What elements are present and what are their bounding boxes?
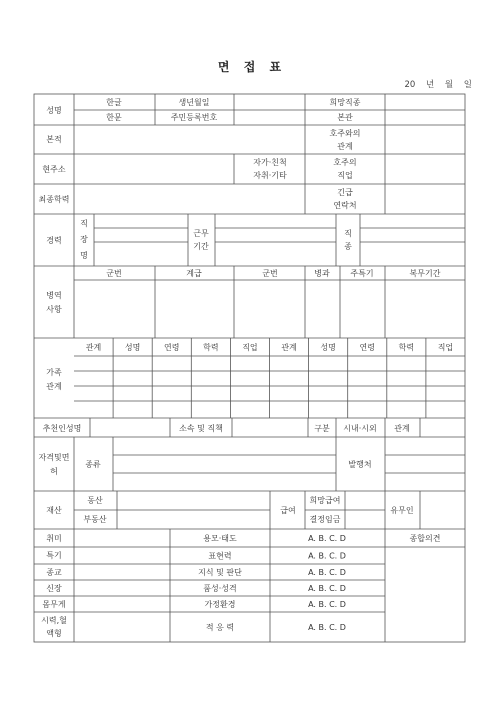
salary-label: 급여	[280, 506, 296, 515]
family-header-3: 학력	[203, 343, 219, 352]
military-label-1: 병역	[46, 291, 62, 300]
education-label: 최종학력	[38, 195, 70, 204]
military-header-specialty: 주특기	[350, 269, 374, 278]
job-type-label-char-1: 직	[344, 229, 352, 238]
criterion-3: 품성·성격	[203, 584, 237, 593]
family-header-5: 관계	[281, 343, 297, 352]
decided-salary-label: 결정임금	[309, 515, 341, 524]
work-period-label-2: 기간	[193, 242, 209, 251]
license-label-2: 허	[50, 467, 58, 476]
real-estate-label: 부동산	[83, 515, 107, 524]
hanmun-label: 한문	[106, 113, 122, 122]
workplace-label-char-3: 명	[80, 251, 88, 260]
criterion-1: 표현력	[208, 551, 232, 561]
overall-opinion-label: 종합의견	[409, 534, 441, 543]
eyesight-blood-label-2: 액형	[46, 629, 62, 638]
hangul-label: 한글	[106, 98, 122, 107]
evaluation-criteria	[198, 533, 346, 632]
form-labels	[39, 97, 454, 638]
desired-job-label: 희망직종	[329, 98, 361, 107]
hobby-label: 취미	[46, 534, 62, 543]
family-header-9: 직업	[437, 343, 454, 352]
work-period-label-1: 근무	[193, 229, 209, 238]
resident-no-label: 주민등록번호	[170, 113, 218, 122]
military-header-service-period: 복무기간	[409, 269, 441, 278]
family-column-lines	[113, 338, 426, 418]
family-header-6: 성명	[320, 343, 336, 352]
assets-label: 재산	[46, 506, 62, 515]
military-header-service-no-1: 군번	[106, 269, 122, 278]
military-header-rank: 계급	[186, 269, 202, 278]
current-address-label: 현주소	[42, 165, 66, 174]
license-label-1: 자격및면	[38, 453, 70, 462]
family-header-1: 성명	[124, 343, 141, 352]
housing-label-2: 자취·기타	[253, 171, 287, 180]
eyesight-blood-label-1: 시력,혈	[41, 616, 67, 625]
family-header-7: 연령	[359, 343, 375, 352]
grade-scale-4: A. B. C. D	[308, 600, 346, 609]
emergency-label-2: 연락처	[333, 201, 357, 210]
origin-place-label: 본관	[337, 113, 353, 122]
guarantor-label: 유무인	[390, 506, 414, 515]
recommender-label: 추천인성명	[42, 424, 82, 433]
grade-scale-1: A. B. C. D	[308, 551, 346, 561]
military-label-2: 사항	[46, 305, 62, 314]
relation-to-head-label-2: 관계	[337, 142, 353, 151]
criterion-0: 용모·태도	[203, 534, 237, 543]
weight-label: 몸무게	[42, 600, 66, 609]
military-header-service-no-2: 군번	[262, 269, 278, 278]
name-label: 성명	[46, 106, 62, 115]
category-label: 구분	[314, 424, 330, 433]
affiliation-label: 소속 및 직책	[179, 424, 223, 433]
family-label-1: 가족	[46, 368, 62, 377]
height-label: 신장	[46, 584, 62, 593]
family-header-2: 연령	[164, 343, 180, 352]
workplace-label-char-1: 직	[80, 219, 88, 228]
criterion-4: 가정환경	[204, 600, 236, 609]
relation-label: 관계	[394, 424, 410, 433]
relation-to-head-label-1: 호주와의	[329, 129, 361, 138]
date-line: 20 년 월 일	[404, 80, 472, 90]
grade-scale-3: A. B. C. D	[308, 584, 346, 593]
family-label-2: 관계	[46, 382, 62, 391]
table-border	[34, 94, 465, 642]
job-type-label-char-2: 종	[344, 242, 352, 251]
desired-salary-label: 희망급여	[309, 496, 341, 505]
religion-label: 종교	[46, 568, 62, 577]
emergency-label-1: 긴급	[337, 188, 353, 197]
housing-label-1: 자가·친척	[253, 158, 287, 167]
movable-assets-label: 동산	[87, 496, 103, 505]
head-job-label-1: 호주의	[333, 158, 357, 167]
military-header-branch: 병과	[314, 269, 330, 278]
table-grid	[34, 94, 465, 642]
family-header-8: 학력	[398, 343, 415, 352]
license-type-label: 종류	[85, 460, 101, 469]
criterion-5: 적 응 력	[205, 623, 235, 632]
criterion-2: 지식 및 판단	[198, 568, 242, 577]
license-issuer-label: 발행처	[348, 460, 372, 469]
workplace-label-char-2: 장	[80, 235, 88, 244]
specialty-label: 특기	[46, 551, 62, 560]
birth-date-label: 생년월일	[178, 98, 210, 107]
head-job-label-2: 직업	[337, 171, 353, 180]
grade-scale-5: A. B. C. D	[308, 623, 346, 632]
grade-scale-2: A. B. C. D	[308, 568, 346, 577]
career-label: 경력	[46, 236, 62, 245]
form-title: 면 접 표	[217, 60, 287, 74]
grade-scale-0: A. B. C. D	[308, 534, 346, 543]
family-header-0: 관계	[85, 343, 102, 352]
registered-domicile-label: 본적	[46, 135, 62, 144]
in-out-city-label: 시내·시외	[343, 424, 377, 433]
family-header-4: 직업	[242, 343, 258, 352]
